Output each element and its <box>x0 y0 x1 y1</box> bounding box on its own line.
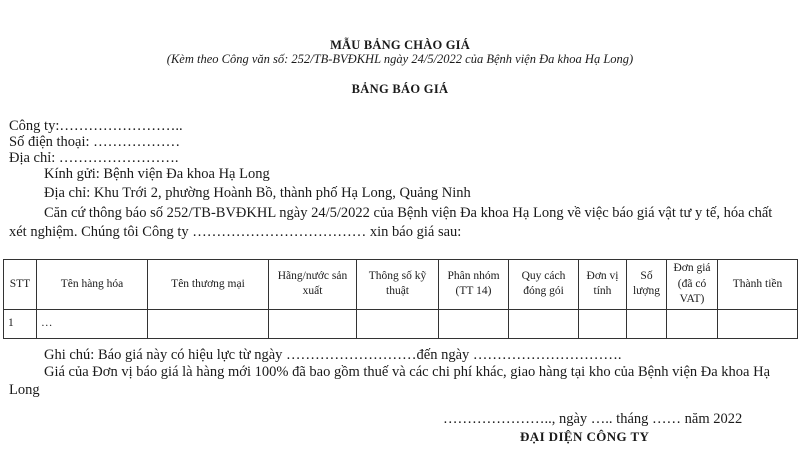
validity-note: Ghi chú: Báo giá này có hiệu lực từ ngày ………………………đến ngày …………………………. <box>44 347 622 363</box>
column-header: STT <box>4 260 37 310</box>
table-cell: 1 <box>4 309 37 338</box>
signature-title: ĐẠI DIỆN CÔNG TY <box>520 429 650 444</box>
column-header: Thành tiền <box>718 260 798 310</box>
table-cell <box>667 309 718 338</box>
table-cell <box>718 309 798 338</box>
table-cell <box>357 309 439 338</box>
table-cell <box>439 309 509 338</box>
column-header: Đơn giá (đã có VAT) <box>667 260 718 310</box>
column-header: Đơn vị tính <box>579 260 627 310</box>
column-header: Tên hàng hóa <box>37 260 148 310</box>
conditions-line-2: Long <box>9 382 40 398</box>
conditions-line-1: Giá của Đơn vị báo giá là hàng mới 100% đã bao gồm thuế và các chi phí khác, giao hàng tại kho của Bệnh viện Đa khoa Hạ <box>44 364 771 380</box>
column-header: Hãng/nước sản xuất <box>269 260 357 310</box>
company-name-line: Công ty:…………………….. <box>9 118 183 134</box>
table-cell <box>627 309 667 338</box>
quote-table <box>3 259 798 339</box>
body-line-2: xét nghiệm. Chúng tôi Công ty ……………………………… xin báo giá sau: <box>9 224 462 240</box>
recipient-address-line: Địa chỉ: Khu Trới 2, phường Hoành Bồ, thành phố Hạ Long, Quảng Ninh <box>44 185 471 201</box>
company-address-line: Địa chỉ: ……………………. <box>9 150 179 166</box>
recipient-line: Kính gửi: Bệnh viện Đa khoa Hạ Long <box>44 166 270 182</box>
column-header: Thông số kỹ thuật <box>357 260 439 310</box>
table-cell: … <box>37 309 148 338</box>
table-cell <box>269 309 357 338</box>
form-title: MẪU BẢNG CHÀO GIÁ <box>330 38 470 52</box>
table-cell <box>509 309 579 338</box>
table-row <box>4 309 798 338</box>
column-header: Quy cách đóng gói <box>509 260 579 310</box>
form-subtitle: (Kèm theo Công văn số: 252/TB-BVĐKHL ngày 24/5/2022 của Bệnh viện Đa khoa Hạ Long) <box>166 52 634 66</box>
column-header: Tên thương mại <box>148 260 269 310</box>
column-header: Số lượng <box>627 260 667 310</box>
column-header: Phân nhóm (TT 14) <box>439 260 509 310</box>
company-phone-line: Số điện thoại: ……………… <box>9 134 181 150</box>
table-cell <box>579 309 627 338</box>
quote-heading: BẢNG BÁO GIÁ <box>351 82 449 96</box>
table-cell <box>148 309 269 338</box>
table-header-row <box>4 260 798 310</box>
body-line-1: Căn cứ thông báo số 252/TB-BVĐKHL ngày 24/5/2022 của Bệnh viện Đa khoa Hạ Long về việc báo giá vật tư y tế, hóa chất <box>44 205 773 221</box>
date-line: ………………….., ngày ….. tháng …… năm 2022 <box>443 411 743 427</box>
